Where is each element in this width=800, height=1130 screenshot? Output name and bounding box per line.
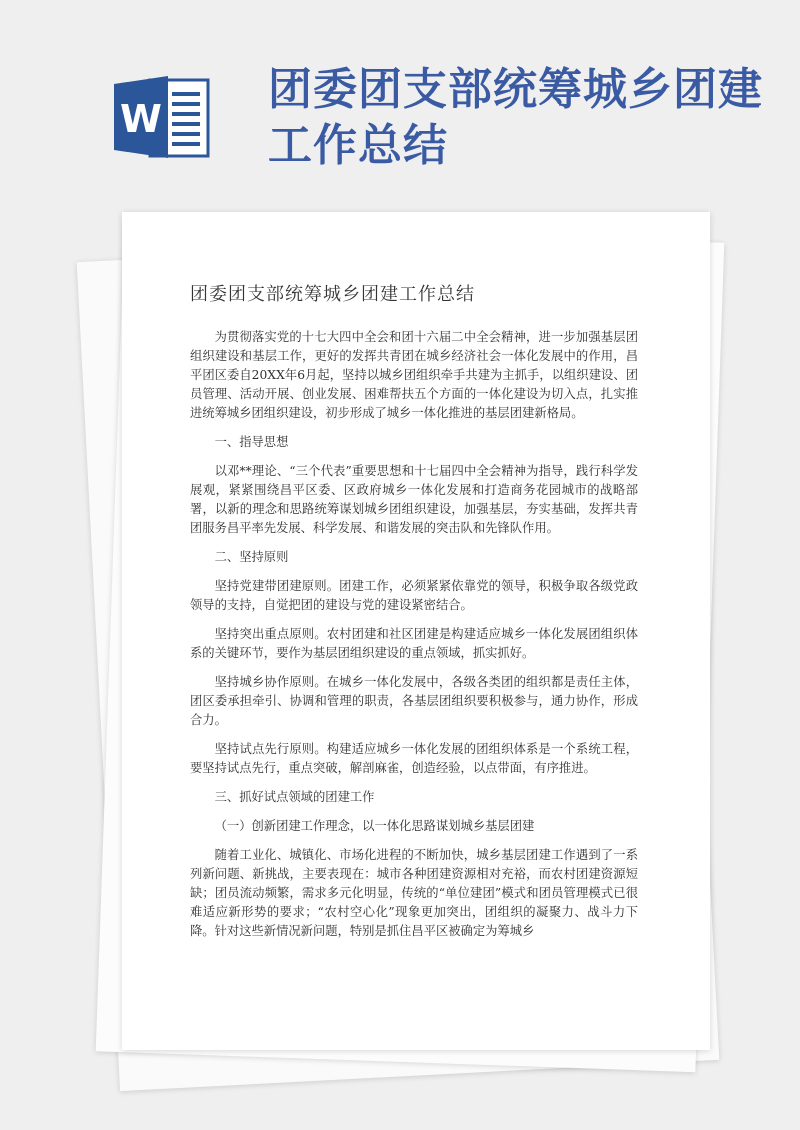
paragraph: 以邓**理论、“三个代表”重要思想和十七届四中全会精神为指导，践行科学发展观，紧紧围绕昌平区委、区政府城乡一体化发展和打造商务花园城市的战略部署，以新的理念和思路统筹谋划城乡团组织建设，加强基层，夯实基础，发挥共青团服务昌平率先发展、科学发展、和谐发展的突击队和先锋队作用。 — [190, 464, 638, 535]
word-document-icon — [110, 72, 220, 162]
paragraph: 为贯彻落实党的十七大四中全会和团十六届二中全会精神，进一步加强基层团组织建设和基层工作，更好的发挥共青团在城乡经济社会一体化发展中的作用，昌平团区委自20XX年6月起，坚持以城乡团组织牵手共建为主抓手，以组织建设、团员管理、活动开展、创业发展、困难帮扶五个方面的一体化建设为切入点，扎实推进统筹城乡团组织建设，初步形成了城乡一体化推进的基层团建新格局。 — [190, 330, 638, 420]
paragraph: 随着工业化、城镇化、市场化进程的不断加快，城乡基层团建工作遇到了一系列新问题、新挑战，主要表现在：城市各种团建资源相对充裕，而农村团建资源短缺；团员流动频繁，需求多元化明显，传统的“单位建团”模式和团员管理模式已很难适应新形势的要求；“农村空心化”现象更加突出，团组织的凝聚力、战斗力下降。针对这些新情况新问题，特别是抓住昌平区被确定为筹城乡 — [190, 848, 638, 938]
paragraph: 坚持试点先行原则。构建适应城乡一体化发展的团组织体系是一个系统工程，要坚持试点先行，重点突破，解剖麻雀，创造经验，以点带面，有序推进。 — [190, 742, 638, 775]
svg-text:W: W — [120, 97, 162, 141]
section-heading: 二、坚持原则 — [214, 550, 289, 564]
page-title: 团委团支部统筹城乡团建工作总结 — [268, 64, 763, 171]
document-page — [122, 212, 710, 1050]
subsection-heading: （一）创新团建工作理念，以一体化思路谋划城乡基层团建 — [214, 819, 535, 833]
paragraph: 坚持城乡协作原则。在城乡一体化发展中，各级各类团的组织都是责任主体，团区委承担牵引、协调和管理的职责，各基层团组织要积极参与，通力协作，形成合力。 — [190, 675, 638, 727]
paragraph: 坚持突出重点原则。农村团建和社区团建是构建适应城乡一体化发展团组织体系的关键环节，要作为基层团组织建设的重点领域，抓实抓好。 — [190, 627, 638, 660]
document-title: 团委团支部统筹城乡团建工作总结 — [190, 284, 475, 305]
paragraph: 坚持党建带团建原则。团建工作，必须紧紧依靠党的领导，积极争取各级党政领导的支持，自觉把团的建设与党的建设紧密结合。 — [190, 579, 638, 612]
document-body — [190, 280, 638, 951]
section-heading: 一、指导思想 — [214, 435, 289, 449]
section-heading: 三、抓好试点领域的团建工作 — [214, 790, 375, 804]
